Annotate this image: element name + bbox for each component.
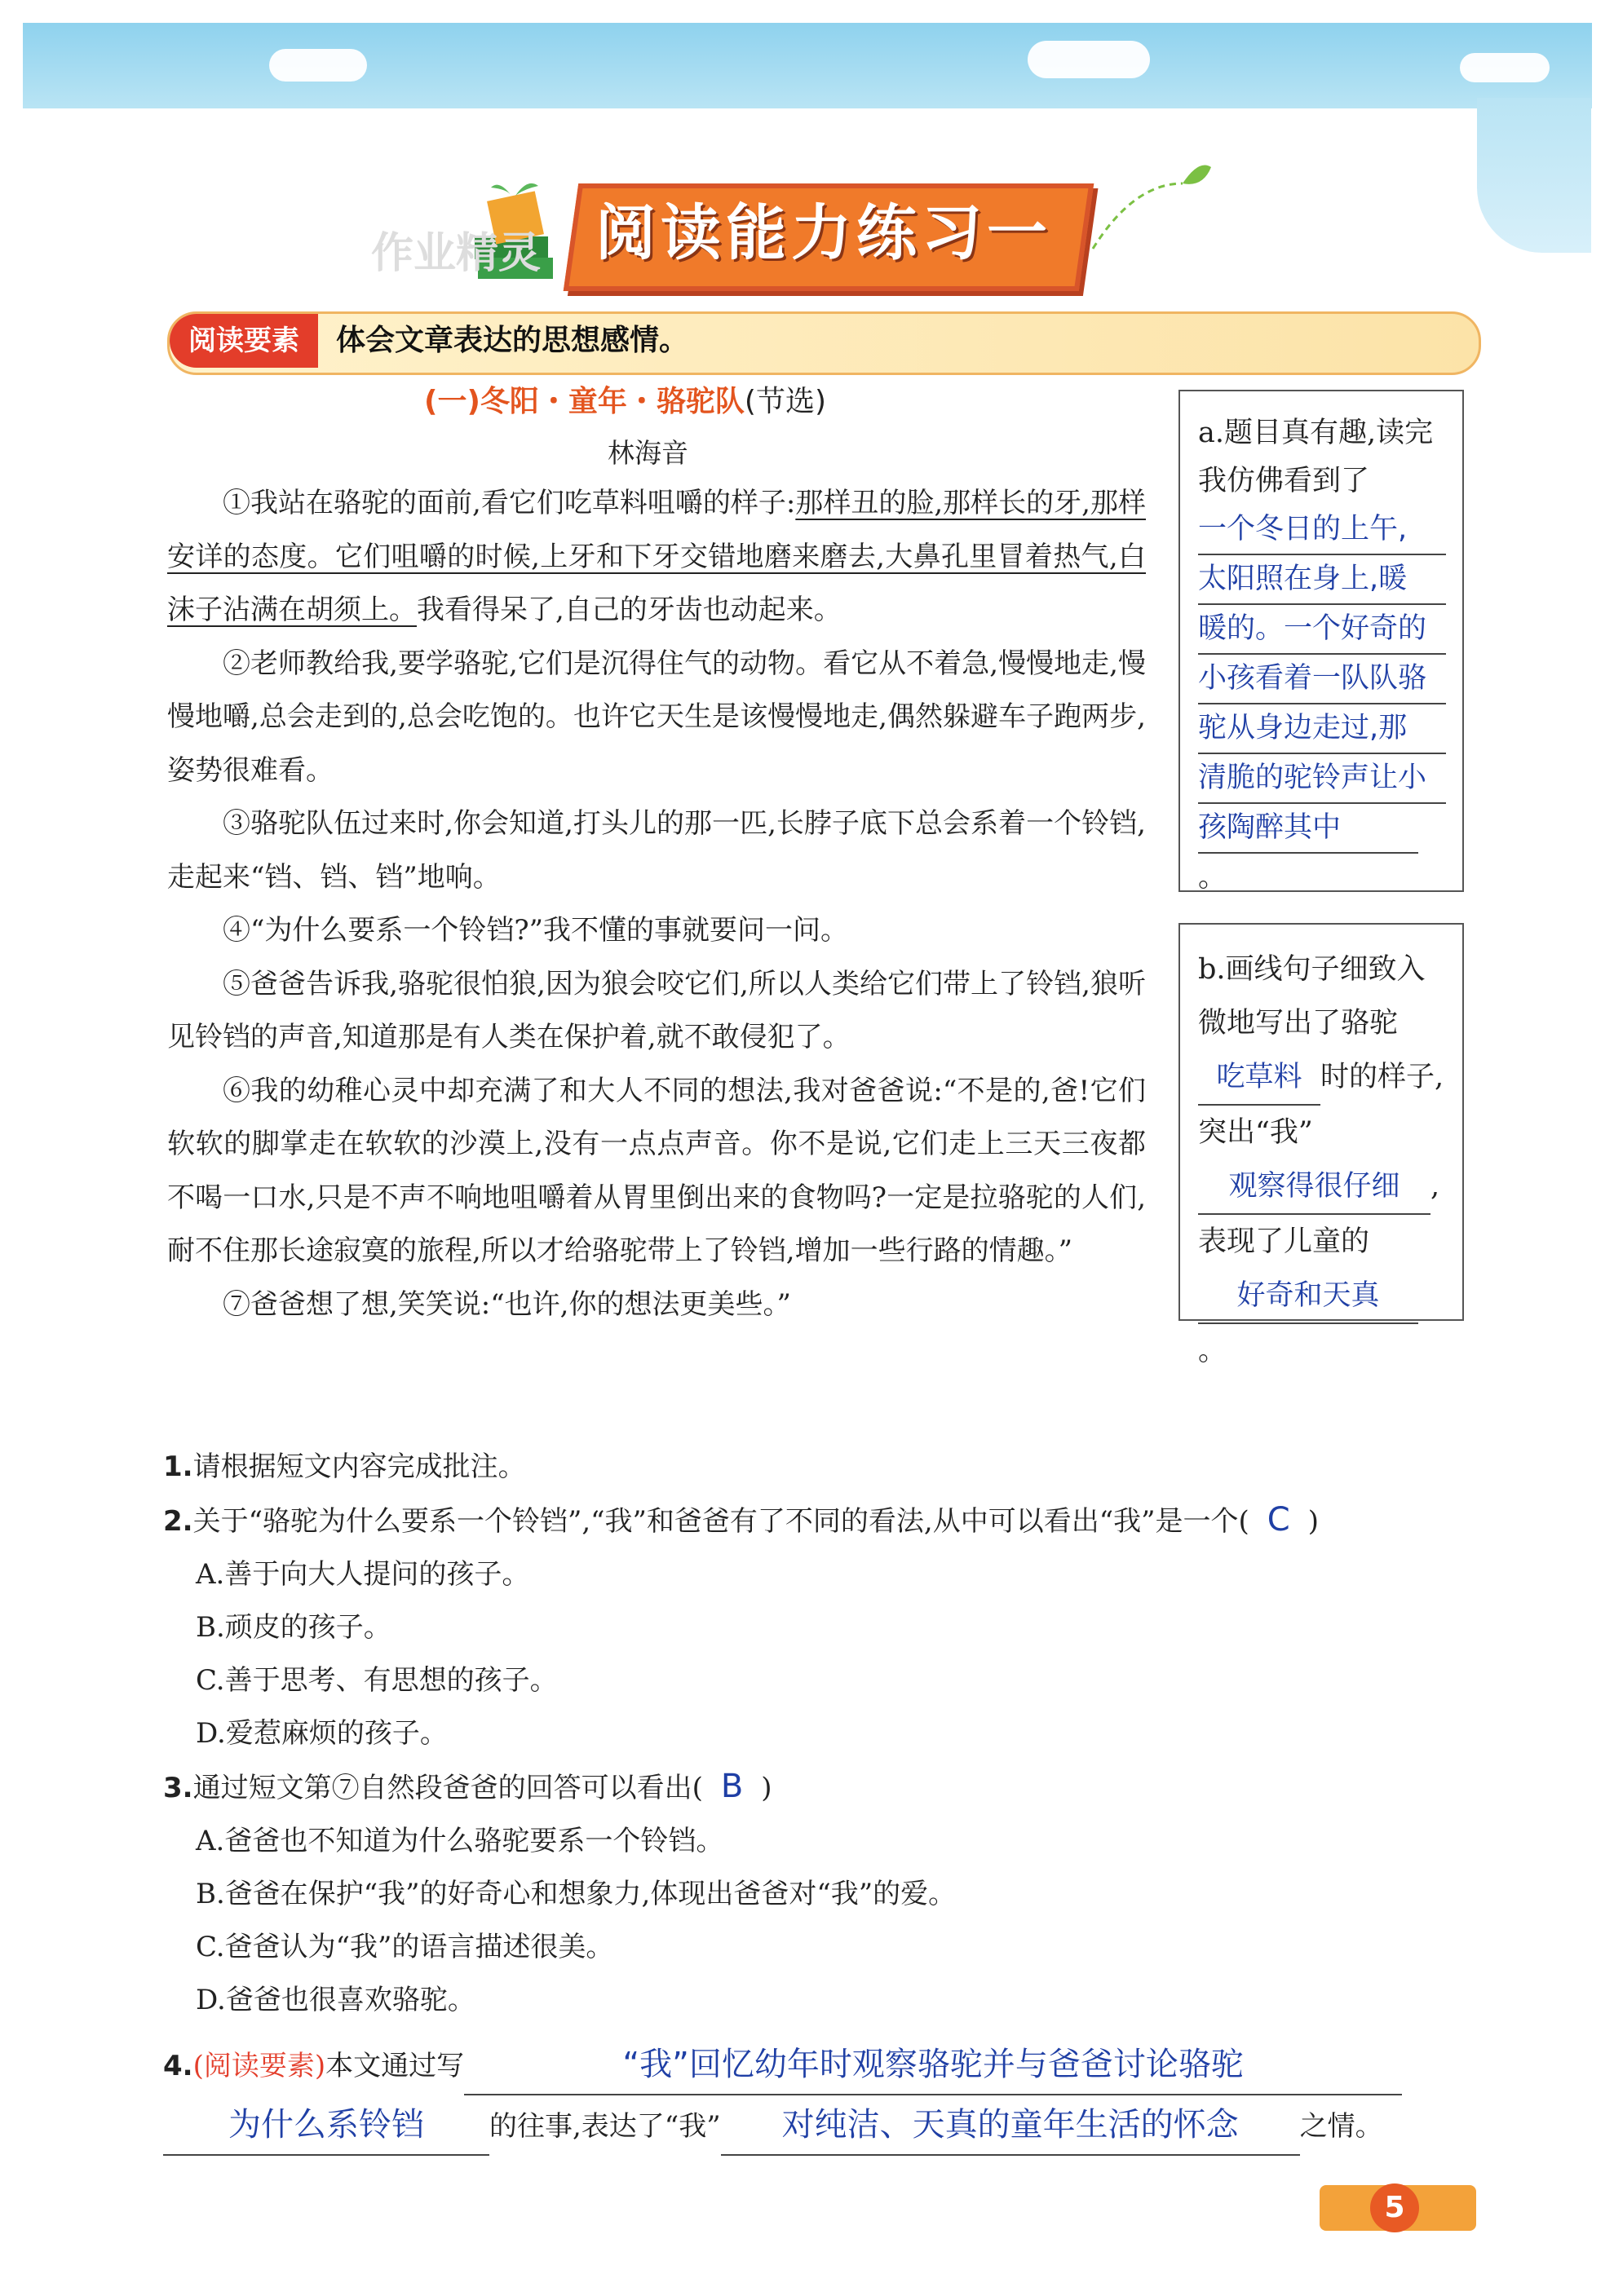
passage-author: 林海音 (608, 437, 688, 469)
option: C.爸爸认为“我”的语言描述很美。 (196, 1931, 614, 1963)
paragraph-4: ④“为什么要系一个铃铛?”我不懂的事就要问一问。 (223, 914, 848, 947)
question-4-tag: (阅读要素) (192, 2050, 326, 2082)
annotation-box-a (1178, 390, 1464, 892)
answer-choice: C (1267, 1501, 1290, 1539)
paragraph-6: ⑥我的幼稚心灵中却充满了和大人不同的想法,我对爸爸说:“不是的,爸!它们软软的脚掌走在软软的沙漠上,没有一点点声音。你不是说,它们走上三天三夜都不喝一口水,只是不声不响地咀嚼着从胃里倒出来的食物吗?一定是拉骆驼的人们,耐不住那长途寂寞的旅程,所以才给骆驼带上了铃铛,增加一些行路的情趣。” (167, 1074, 1146, 1267)
paragraph-3: ③骆驼队伍过来时,你会知道,打头儿的那一匹,长脖子底下总会系着一个铃铛,走起来“铛、铛、铛”地响。 (167, 807, 1146, 894)
question-close-paren: ) (1307, 1505, 1319, 1538)
question-text: 请根据短文内容完成批注。 (192, 1450, 526, 1483)
watermark: 作业精灵 (371, 229, 542, 278)
annotation-a-text: a.题目真有趣,读完我仿佛看到了 (1198, 417, 1434, 497)
requirement-text: 体会文章表达的思想感情。 (336, 324, 689, 357)
paragraph-1 (167, 477, 1146, 638)
annotation-b-text-3: ,表现了儿童的 (1198, 1170, 1440, 1258)
question-3 (163, 1760, 1476, 1815)
cloud-decoration (1028, 41, 1150, 78)
paragraph-7: ⑦爸爸想了想,笑笑说:“也许,你的想法更美些。” (223, 1287, 791, 1321)
questions-section (163, 1441, 1476, 2156)
annotation-a-answer-line: 驼从身边走过,那 (1198, 704, 1446, 754)
paragraph-1-end: 我看得呆了,自己的牙齿也动起来。 (417, 594, 842, 626)
annotation-b-text-2: 时的样子,突出“我” (1198, 1061, 1444, 1149)
paragraph-2: ②老师教给我,要学骆驼,它们是沉得住气的动物。看它从不着急,慢慢地走,慢慢地嚼,总会走到的,总会吃饱的。也许它天生是该慢慢地走,偶然躲避车子跑两步,姿势很难看。 (167, 647, 1146, 787)
annotation-box-b (1178, 923, 1464, 1367)
paragraph-5: ⑤爸爸告诉我,骆驼很怕狼,因为狼会咬它们,所以人类给它们带上了铃铛,狼听见铃铛的声音,知道那是有人类在保护着,就不敢侵犯了。 (167, 967, 1146, 1053)
option: D.爸爸也很喜欢骆驼。 (196, 1984, 475, 2016)
annotation-b-answer-2: 观察得很仔细 (1198, 1159, 1430, 1215)
question-number: 3. (163, 1772, 193, 1804)
annotation-a-end: 。 (1198, 861, 1227, 894)
question-text: 通过短文第⑦自然段爸爸的回答可以看出( (192, 1772, 703, 1804)
question-number: 1. (163, 1450, 193, 1483)
requirement-tag: 阅读要素 (170, 314, 318, 368)
annotation-a-answer-line: 暖的。一个好奇的 (1198, 605, 1446, 655)
option: B.爸爸在保护“我”的好奇心和想象力,体现出爸爸对“我”的爱。 (196, 1878, 957, 1910)
question-number: 2. (163, 1505, 193, 1538)
option: A.善于向大人提问的孩子。 (196, 1558, 530, 1591)
question-4-answer-1: “我”回忆幼年时观察骆驼并与爸爸讨论骆驼 (464, 2035, 1402, 2095)
option: B.顽皮的孩子。 (196, 1611, 391, 1644)
page-title: 阅读能力练习一 (595, 198, 1052, 268)
question-4 (163, 2035, 1476, 2156)
leaf-icon (1085, 151, 1215, 257)
annotation-b-text-1: b.画线句子细致入微地写出了骆驼 (1198, 953, 1426, 1040)
annotation-a-answer-line: 太阳照在身上,暖 (1198, 555, 1446, 605)
cloud-decoration (1460, 53, 1550, 82)
option: D.爱惹麻烦的孩子。 (196, 1717, 448, 1750)
question-2 (163, 1494, 1476, 1548)
annotation-b-end: 。 (1198, 1335, 1227, 1367)
option: A.爸爸也不知道为什么骆驼要系一个铃铛。 (196, 1825, 724, 1857)
question-close-paren: ) (761, 1772, 772, 1804)
question-4-text-3: 之情。 (1299, 2110, 1383, 2143)
annotation-b-answer-1: 吃草料 (1198, 1050, 1320, 1106)
sky-header-band (23, 23, 1592, 108)
answer-choice: B (720, 1768, 744, 1805)
question-4-answer-2: 为什么系铃铛 (163, 2095, 489, 2156)
passage-title (424, 378, 826, 420)
annotation-a-answer-line: 孩陶醉其中 (1198, 804, 1418, 854)
page-number: 5 (1370, 2183, 1419, 2232)
sky-corner-decoration (1477, 98, 1591, 253)
option: C.善于思考、有思想的孩子。 (196, 1664, 558, 1697)
passage-body (167, 477, 1146, 1331)
question-4-answer-3: 对纯洁、天真的童年生活的怀念 (721, 2095, 1300, 2156)
cloud-decoration (269, 49, 367, 82)
annotation-a-answer-line: 一个冬日的上午, (1198, 506, 1446, 555)
question-number: 4. (163, 2050, 193, 2082)
question-4-text-1: 本文通过写 (325, 2050, 465, 2082)
annotation-a-answer-line: 清脆的驼铃声让小 (1198, 754, 1446, 804)
annotation-b-answer-3: 好奇和天真 (1198, 1269, 1418, 1324)
question-text: 关于“骆驼为什么要系一个铃铛”,“我”和爸爸有了不同的看法,从中可以看出“我”是一个( (192, 1505, 1249, 1538)
question-4-text-2: 的往事,表达了“我” (489, 2110, 721, 2143)
passage-title-main: (一)冬阳・童年・骆驼队 (424, 385, 745, 418)
passage-title-suffix: (节选) (744, 385, 827, 418)
question-1 (163, 1441, 1476, 1494)
underlined-sentence: 那样丑的脸,那样长的牙,那样安详的态度。它们咀嚼的时候,上牙和下牙交错地磨来磨去,大鼻孔里冒着热气,白沫子沾满在胡须上。 (167, 487, 1146, 626)
annotation-a-answer-line: 小孩看着一队队骆 (1198, 655, 1446, 704)
paragraph-1-start: ①我站在骆驼的面前,看它们吃草料咀嚼的样子: (223, 487, 796, 519)
